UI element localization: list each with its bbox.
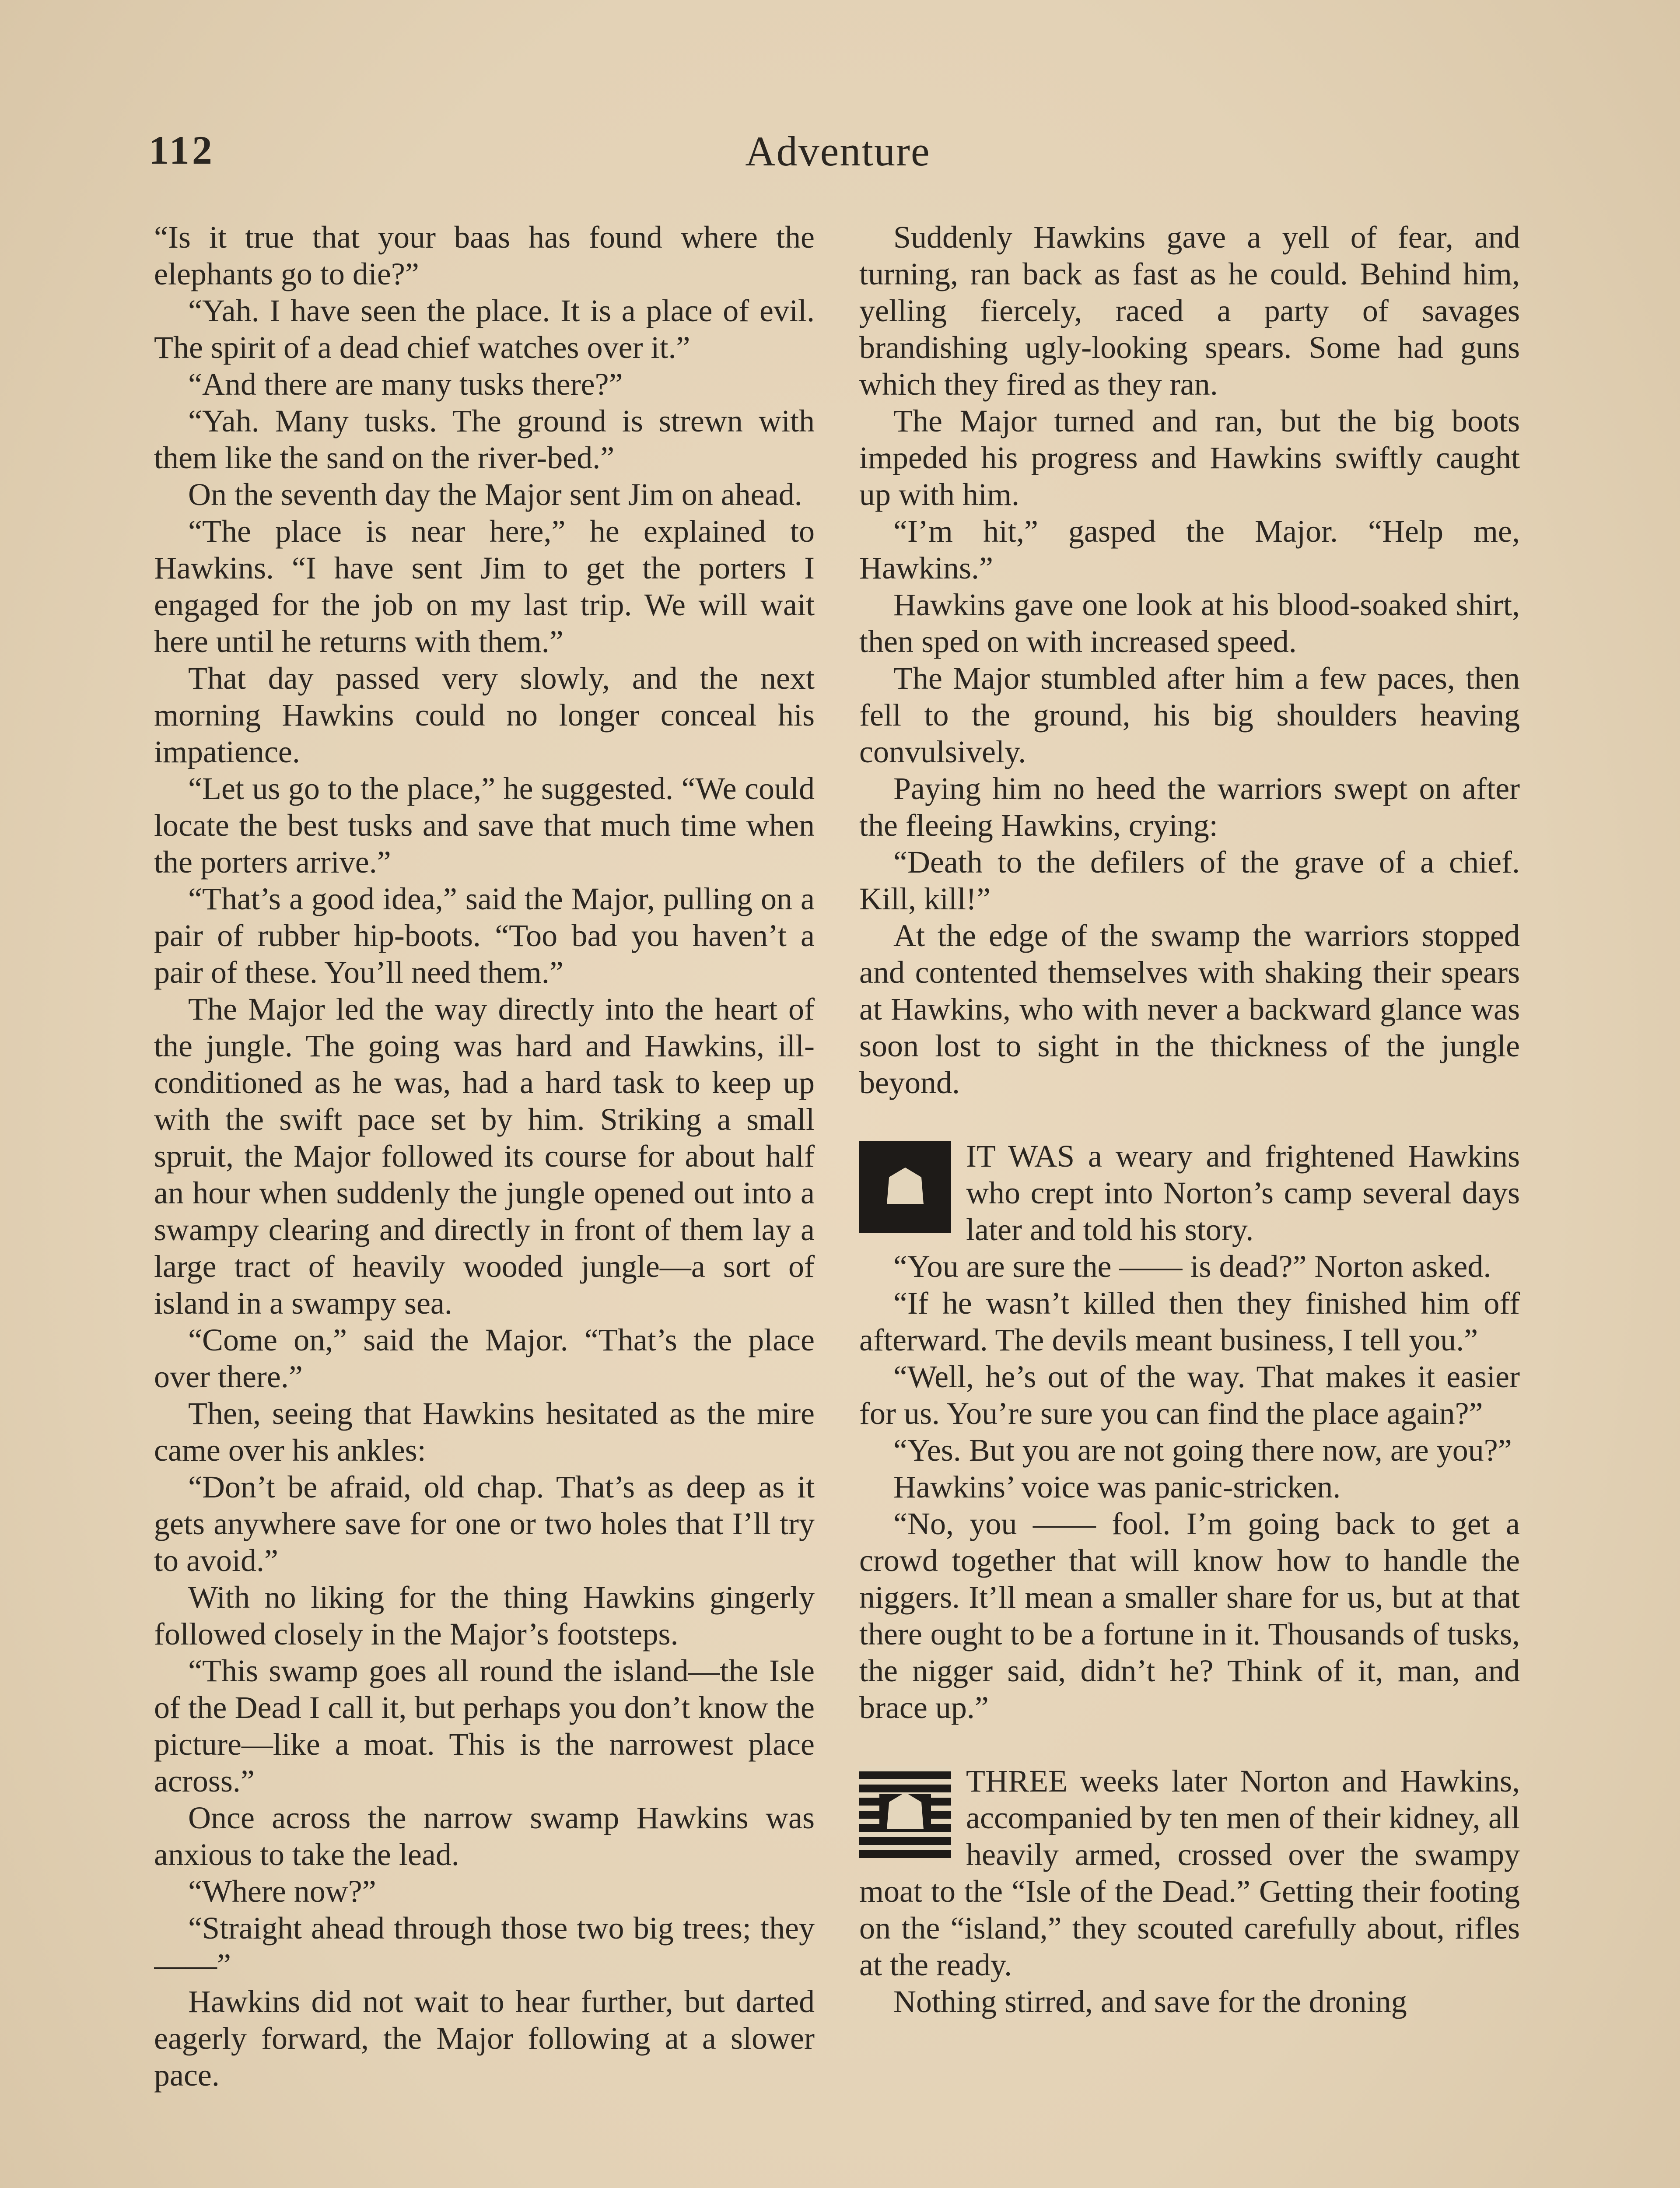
paragraph: “Death to the defilers of the grave of a chief. Kill, kill!” [859, 845, 1520, 916]
page-header [149, 127, 1527, 184]
paragraph: Then, seeing that Hawkins hesitated as the mire came over his ankles: [154, 1396, 815, 1468]
paragraph: Hawkins gave one look at his blood-soaked shirt, then sped on with increased speed. [859, 587, 1520, 659]
section-break-one [859, 1138, 1520, 1726]
paragraph: “Don’t be afraid, old chap. That’s as deep as it gets anywhere save for one or two holes that I’ll try to avoid.” [154, 1469, 815, 1578]
left-column [154, 219, 815, 2188]
paragraph: At the edge of the swamp the warriors stopped and contented themselves with shaking their spears at Hawkins, who with never a backward glance was soon lost to sight in the thickness of the jungle beyond. [859, 918, 1520, 1100]
paragraph: “Is it true that your baas has found where the elephants go to die?” [154, 220, 815, 291]
paragraph: “Straight ahead through those two big trees; they——” [154, 1911, 815, 1982]
paragraph: “Yah. Many tusks. The ground is strewn with them like the sand on the river-bed.” [154, 403, 815, 475]
paragraph: THREE weeks later Norton and Hawkins, accompanied by ten men of their kidney, all heavily armed, crossed over the swampy moat to the “Isle of the Dead.” Getting their footing on the “island,” they scouted carefully about, rifles at the ready. [859, 1764, 1520, 1982]
running-title: Adventure [745, 128, 931, 175]
paragraph: “And there are many tusks there?” [188, 367, 623, 402]
paragraph: “Yah. I have seen the place. It is a place of evil. The spirit of a dead chief watches over it.” [154, 293, 815, 365]
paragraph: “This swamp goes all round the island—the Isle of the Dead I call it, but perhaps you don’t know the picture—like a moat. This is the narrowest place across.” [154, 1653, 815, 1799]
decorative-initial-icon: ☗ [859, 1766, 951, 1858]
paragraph: Hawkins’ voice was panic-stricken. [893, 1469, 1341, 1504]
paragraph: “That’s a good idea,” said the Major, pulling on a pair of rubber hip-boots. “Too bad you haven’t a pair of these. You’ll need them.” [154, 881, 815, 990]
paragraph: The Major stumbled after him a few paces, then fell to the ground, his big shoulders heaving convulsively. [859, 661, 1520, 769]
paragraph: The Major turned and ran, but the big boots impeded his progress and Hawkins swiftly caught up with him. [859, 403, 1520, 512]
paragraph: “Where now?” [188, 1874, 376, 1909]
paragraph: “Well, he’s out of the way. That makes it easier for us. You’re sure you can find the place again?” [859, 1359, 1520, 1431]
paragraph: “The place is near here,” he explained to Hawkins. “I have sent Jim to get the porters I engaged for the job on my last trip. We will wait here until he returns with them.” [154, 514, 815, 659]
page-number: 112 [149, 128, 215, 172]
paragraph: On the seventh day the Major sent Jim on ahead. [188, 477, 802, 512]
right-column [859, 219, 1520, 2188]
paragraph: Suddenly Hawkins gave a yell of fear, and turning, ran back as fast as he could. Behind him, yelling fiercely, raced a party of savages brandishing ugly-looking spears. Some had guns which they fired as they ran. [859, 220, 1520, 402]
paragraph: “Yes. But you are not going there now, are you?” [893, 1433, 1512, 1468]
paragraph: The Major led the way directly into the heart of the jungle. The going was hard and Hawkins, ill-conditioned as he was, had a hard task to keep up with the swift pace set by him. Striking a small spruit, the Major followed its course for about half an hour when suddenly the jungle opened out into a swampy clearing and directly in front of them lay a large tract of heavily wooded jungle—a sort of island in a swampy sea. [154, 992, 815, 1321]
section-break-two [859, 1763, 1520, 2020]
paragraph: “If he wasn’t killed then they finished him off afterward. The devils meant business, I tell you.” [859, 1286, 1520, 1357]
paragraph: “You are sure the —— is dead?” Norton asked. [893, 1249, 1491, 1284]
paragraph: Once across the narrow swamp Hawkins was anxious to take the lead. [154, 1800, 815, 1872]
paragraph: With no liking for the thing Hawkins gingerly followed closely in the Major’s footsteps. [154, 1580, 815, 1652]
paragraph: That day passed very slowly, and the next morning Hawkins could no longer conceal his impatience. [154, 661, 815, 769]
paragraph: Paying him no heed the warriors swept on after the fleeing Hawkins, crying: [859, 771, 1520, 843]
paragraph: “I’m hit,” gasped the Major. “Help me, Hawkins.” [859, 514, 1520, 586]
paragraph: IT WAS a weary and frightened Hawkins who crept into Norton’s camp several days later and told his story. [966, 1139, 1520, 1247]
paragraph: “No, you —— fool. I’m going back to get a crowd together that will know how to handle the niggers. It’ll mean a smaller share for us, but at that there ought to be a fortune in it. Thousands of tusks, the nigger said, didn’t he? Think of it, man, and brace up.” [859, 1506, 1520, 1725]
paragraph: Hawkins did not wait to hear further, but darted eagerly forward, the Major following at a slower pace. [154, 1984, 815, 2093]
paragraph: “Come on,” said the Major. “That’s the place over there.” [154, 1322, 815, 1394]
paragraph: Nothing stirred, and save for the droning [893, 1984, 1407, 2019]
paragraph: “Let us go to the place,” he suggested. “We could locate the best tusks and save that much time when the porters arrive.” [154, 771, 815, 880]
decorative-initial-icon: ☗ [859, 1141, 951, 1233]
